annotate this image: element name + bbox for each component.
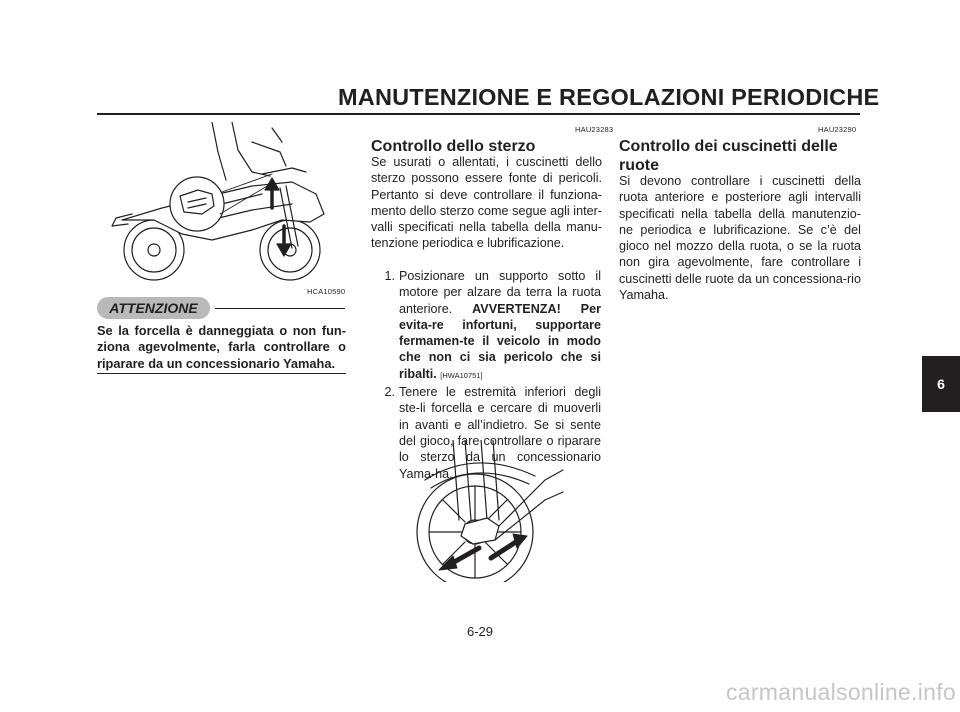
- chapter-tab: 6: [922, 356, 960, 412]
- step-instruction: Posizionare un supporto sotto il motore per alzare da terra la ruota anteriore.: [399, 269, 601, 316]
- warning-code: [HWA10751]: [440, 370, 483, 380]
- section-code-steering: HAU23283: [575, 125, 614, 134]
- steering-play-check-illustration: [395, 440, 565, 582]
- bearings-text: Si devono controllare i cuscinetti della ruota anteriore e posteriore agli intervalli specificati nella tabella della manutenzio-ne periodica e lubrificazione. Se c’è del gioco nel mozzo della ruota, o se la ruota non gira agevolmente, fare controllare i cuscinetti delle ruote da un concessiona-rio Yamaha.: [619, 174, 861, 303]
- page-number: 6-29: [466, 624, 494, 639]
- watermark: carmanualsonline.info: [725, 679, 956, 705]
- section-code-bearings: HAU23290: [818, 125, 857, 134]
- step-number: 2.: [384, 385, 395, 400]
- caution-text: Se la forcella è danneggiata o non fun-ziona agevolmente, farla controllare o riparare da un concessionario Yamaha.: [97, 323, 346, 371]
- page-header-title: MANUTENZIONE E REGOLAZIONI PERIODICHE: [338, 84, 880, 110]
- section-title-bearings: Controllo dei cuscinetti delle ruote: [619, 138, 838, 174]
- steering-intro: Se usurati o allentati, i cuscinetti dello sterzo possono essere fonte di pericoli. Pertanto si deve controllare il funziona-mento dello sterzo come segue agli inter-valli specificati nella tabella della manu-tenzione periodica e lubrificazione.: [371, 155, 602, 251]
- caution-rule: [215, 308, 345, 309]
- motorcycle-fork-check-illustration: [102, 122, 342, 287]
- figure-code: HCA10590: [307, 287, 346, 296]
- step-text: Tenere le estremità inferiori degli ste-li forcella e cercare di muoverli in avanti e all’indietro. Se si sente del gioco, fare controllare o riparare lo sterzo da un concessionario Yama-ha.: [399, 385, 601, 481]
- warning-text: AVVERTENZA! Per evita-re infortuni, supportare fermamen-te il veicolo in modo che non ci sia pericolo che si ribalti.: [399, 301, 601, 381]
- header-rule: [97, 113, 860, 115]
- step-number: 1.: [384, 269, 395, 283]
- caution-bottom-rule: [97, 373, 346, 374]
- list-item: [371, 268, 601, 384]
- step-text: [399, 268, 601, 384]
- section-title-steering: Controllo dello sterzo: [371, 138, 536, 155]
- caution-label: ATTENZIONE: [97, 297, 210, 319]
- caution-header: [97, 297, 345, 321]
